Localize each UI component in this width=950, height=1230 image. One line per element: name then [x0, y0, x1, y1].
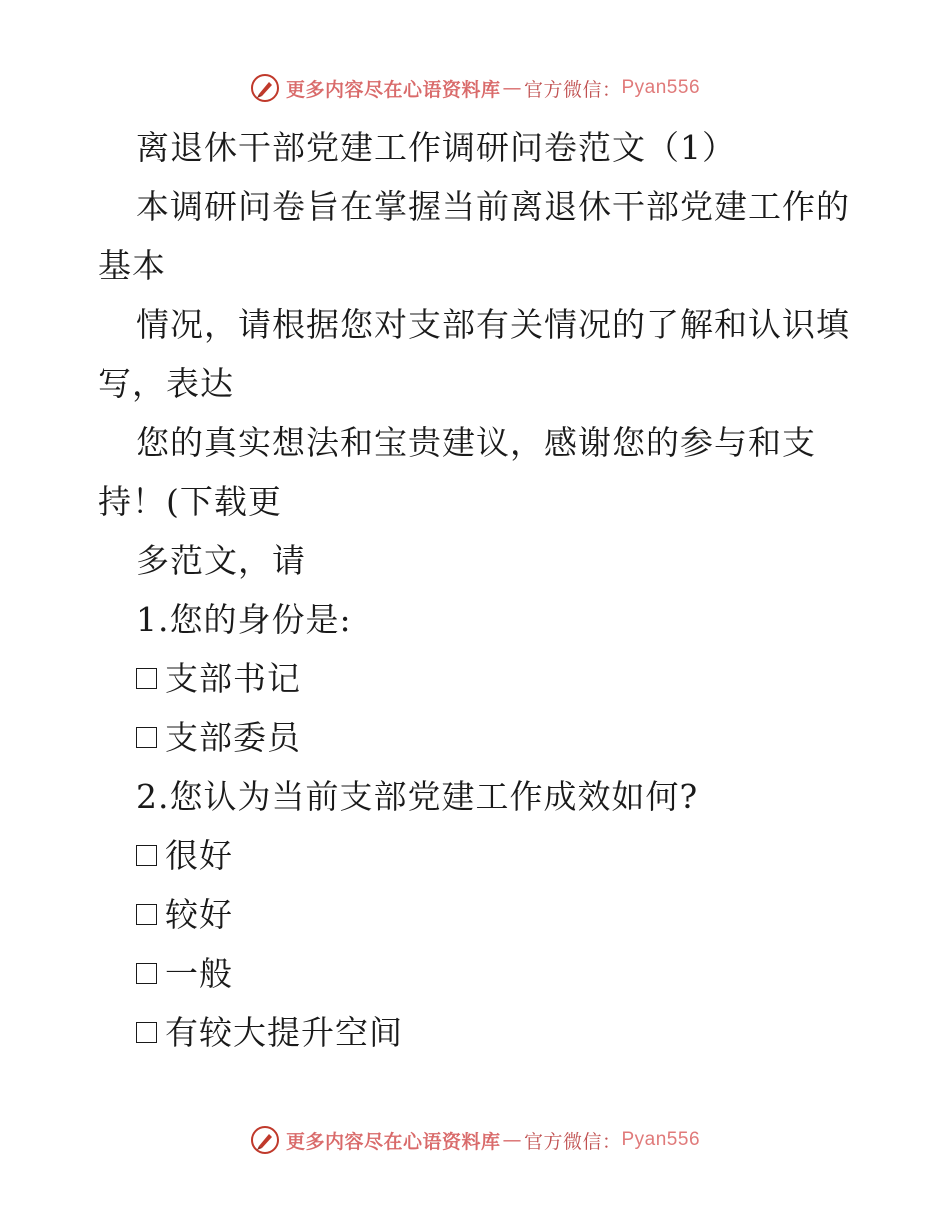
intro-line: 本调研问卷旨在掌握当前离退休干部党建工作的 — [136, 187, 850, 226]
watermark-brand: 更多内容尽在心语资料库 — [285, 1130, 501, 1153]
option-label: 一般 — [165, 954, 233, 993]
pen-logo-icon — [250, 73, 280, 103]
watermark-label: 官方微信： — [523, 78, 622, 101]
question-2: 2.您认为当前支部党建工作成效如何? — [136, 777, 699, 816]
pen-logo-icon — [250, 1125, 280, 1155]
option-label: 很好 — [165, 836, 233, 875]
option-branch-secretary[interactable] — [98, 649, 858, 708]
checkbox-icon[interactable] — [136, 1022, 157, 1043]
option-good[interactable] — [98, 885, 858, 944]
checkbox-icon[interactable] — [136, 904, 157, 925]
intro-line: 多范文，请 — [136, 541, 306, 580]
checkbox-icon[interactable] — [136, 963, 157, 984]
document-body — [98, 118, 858, 1062]
watermark-id: Pyan556 — [621, 1129, 701, 1150]
option-label: 支部书记 — [165, 659, 301, 698]
watermark-header — [0, 66, 950, 110]
watermark-footer — [0, 1118, 950, 1162]
option-label: 支部委员 — [165, 718, 301, 757]
option-average[interactable] — [98, 944, 858, 1003]
watermark-dash: — — [502, 1129, 522, 1151]
intro-line: 情况，请根据您对支部有关情况的了解和认识填 — [136, 305, 850, 344]
checkbox-icon[interactable] — [136, 668, 157, 689]
option-very-good[interactable] — [98, 826, 858, 885]
watermark-brand: 更多内容尽在心语资料库 — [285, 78, 501, 101]
checkbox-icon[interactable] — [136, 845, 157, 866]
question-1: 1.您的身份是: — [136, 600, 352, 639]
intro-line: 写，表达 — [98, 364, 234, 403]
option-needs-improvement[interactable] — [98, 1003, 858, 1062]
watermark-dash: — — [502, 77, 522, 99]
option-branch-committee[interactable] — [98, 708, 858, 767]
intro-line: 基本 — [98, 246, 166, 285]
intro-line: 您的真实想法和宝贵建议，感谢您的参与和支 — [136, 423, 816, 462]
option-label: 有较大提升空间 — [165, 1013, 403, 1052]
option-label: 较好 — [165, 895, 233, 934]
watermark-id: Pyan556 — [621, 77, 701, 98]
watermark-label: 官方微信： — [523, 1130, 622, 1153]
document-title: 离退休干部党建工作调研问卷范文（1） — [136, 128, 736, 167]
intro-line: 持！(下载更 — [98, 482, 282, 521]
checkbox-icon[interactable] — [136, 727, 157, 748]
